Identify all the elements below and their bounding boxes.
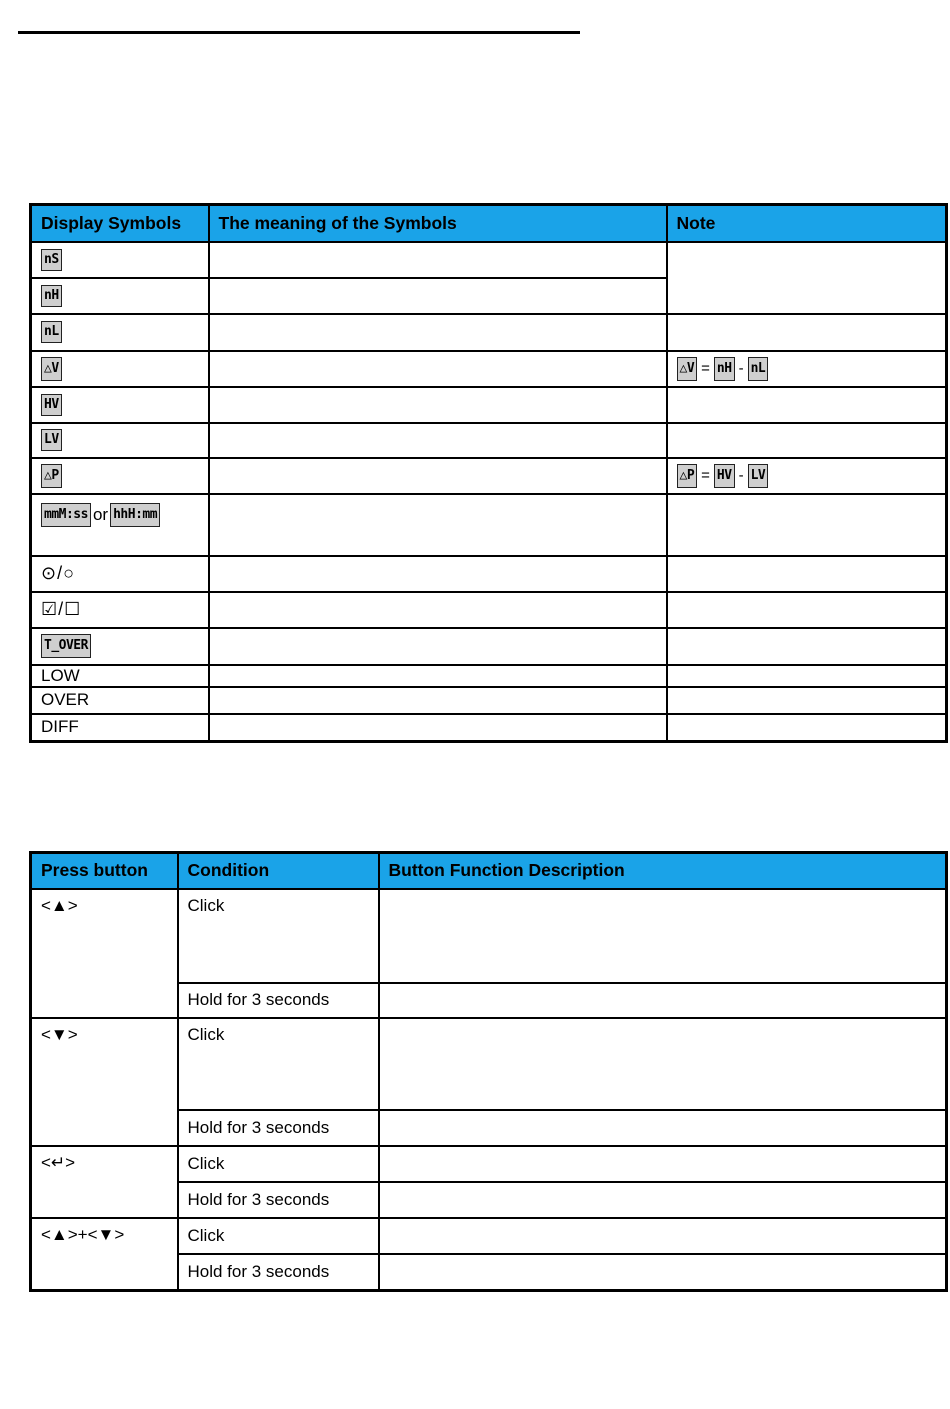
description-cell: [379, 889, 947, 983]
lcd-symbol-nl: nL: [41, 321, 62, 343]
meaning-cell: [209, 592, 667, 628]
condition-cell: Hold for 3 seconds: [178, 1110, 379, 1146]
table-row: [31, 314, 947, 351]
table-row: [31, 889, 947, 983]
meaning-cell: [209, 458, 667, 494]
lcd-symbol-nh: nH: [714, 357, 735, 381]
lcd-symbol-hh-mm: hhH:mm: [110, 503, 160, 527]
note-cell: [667, 665, 947, 687]
col-header-meaning: The meaning of the Symbols: [209, 205, 667, 242]
meaning-cell: [209, 687, 667, 714]
note-cell-delta-v: [667, 351, 947, 387]
table-row: [31, 665, 947, 687]
col-header-condition: Condition: [178, 853, 379, 889]
equals-sign: =: [701, 360, 710, 377]
lcd-symbol-mm-ss: mmM:ss: [41, 503, 91, 527]
lcd-symbol-nl: nL: [748, 357, 769, 381]
lcd-symbol-hv: HV: [41, 394, 62, 416]
meaning-cell: [209, 278, 667, 314]
meaning-cell: [209, 714, 667, 742]
table-header-row: [31, 853, 947, 889]
table-row: [31, 351, 947, 387]
lcd-symbol-delta-v: △V: [677, 357, 698, 381]
note-cell: [667, 242, 947, 314]
display-symbols-table: [29, 203, 948, 743]
col-header-press-button: Press button: [31, 853, 178, 889]
meaning-cell: [209, 665, 667, 687]
or-text: or: [92, 504, 109, 524]
col-header-note: Note: [667, 205, 947, 242]
note-cell: [667, 387, 947, 423]
meaning-cell: [209, 314, 667, 351]
col-header-function-description: Button Function Description: [379, 853, 947, 889]
table-row: [31, 242, 947, 278]
button-up-down-combo-label: <▲>+<▼>: [31, 1218, 178, 1291]
lcd-symbol-delta-v: △V: [41, 357, 62, 381]
meaning-cell: [209, 494, 667, 556]
note-cell: [667, 628, 947, 665]
note-cell: [667, 592, 947, 628]
lcd-symbol-lv: LV: [41, 429, 62, 451]
meaning-cell: [209, 556, 667, 592]
meaning-cell: [209, 387, 667, 423]
description-cell: [379, 1018, 947, 1110]
description-cell: [379, 1146, 947, 1182]
lcd-symbol-lv: LV: [748, 464, 769, 488]
button-enter-label: <↵>: [31, 1146, 178, 1218]
checkbox-status-icons: ☑/☐: [41, 599, 82, 619]
note-cell-delta-p: [667, 458, 947, 494]
description-cell: [379, 1110, 947, 1146]
condition-cell: Hold for 3 seconds: [178, 1254, 379, 1291]
description-cell: [379, 1218, 947, 1254]
table-row: [31, 687, 947, 714]
table-row: [31, 1146, 947, 1182]
description-cell: [379, 983, 947, 1018]
lcd-symbol-nh: nH: [41, 285, 62, 307]
condition-cell: Click: [178, 1146, 379, 1182]
lcd-symbol-t-over: T_OVER: [41, 634, 91, 658]
minus-sign: -: [738, 467, 744, 484]
table-row: [31, 1018, 947, 1110]
condition-cell: Click: [178, 1018, 379, 1110]
circle-status-icons: ⊙/○: [41, 563, 75, 583]
table-row: [31, 458, 947, 494]
note-cell: [667, 687, 947, 714]
condition-cell: Hold for 3 seconds: [178, 1182, 379, 1218]
meaning-cell: [209, 423, 667, 458]
table-row: [31, 423, 947, 458]
table-row: [31, 592, 947, 628]
minus-sign: -: [738, 360, 744, 377]
meaning-cell: [209, 242, 667, 278]
lcd-symbol-ns: nS: [41, 249, 62, 271]
table-header-row: [31, 205, 947, 242]
condition-cell: Hold for 3 seconds: [178, 983, 379, 1018]
table-row: [31, 1218, 947, 1254]
note-cell: [667, 423, 947, 458]
table-row: [31, 714, 947, 742]
table-row: [31, 494, 947, 556]
lcd-symbol-delta-p: △P: [677, 464, 698, 488]
alarm-low-label: LOW: [31, 665, 209, 687]
description-cell: [379, 1254, 947, 1291]
table-row: [31, 628, 947, 665]
button-down-label: <▼>: [31, 1018, 178, 1146]
lcd-symbol-hv: HV: [714, 464, 735, 488]
description-cell: [379, 1182, 947, 1218]
condition-cell: Click: [178, 889, 379, 983]
button-functions-table: [29, 851, 948, 1292]
lcd-symbol-delta-p: △P: [41, 464, 62, 488]
table-row: [31, 556, 947, 592]
note-cell: [667, 556, 947, 592]
equals-sign: =: [701, 467, 710, 484]
meaning-cell: [209, 351, 667, 387]
header-rule: [18, 31, 580, 34]
table-row: [31, 387, 947, 423]
note-cell: [667, 494, 947, 556]
col-header-display-symbols: Display Symbols: [31, 205, 209, 242]
alarm-diff-label: DIFF: [31, 714, 209, 742]
note-cell: [667, 714, 947, 742]
button-up-label: <▲>: [31, 889, 178, 1018]
meaning-cell: [209, 628, 667, 665]
note-cell: [667, 314, 947, 351]
alarm-over-label: OVER: [31, 687, 209, 714]
condition-cell: Click: [178, 1218, 379, 1254]
